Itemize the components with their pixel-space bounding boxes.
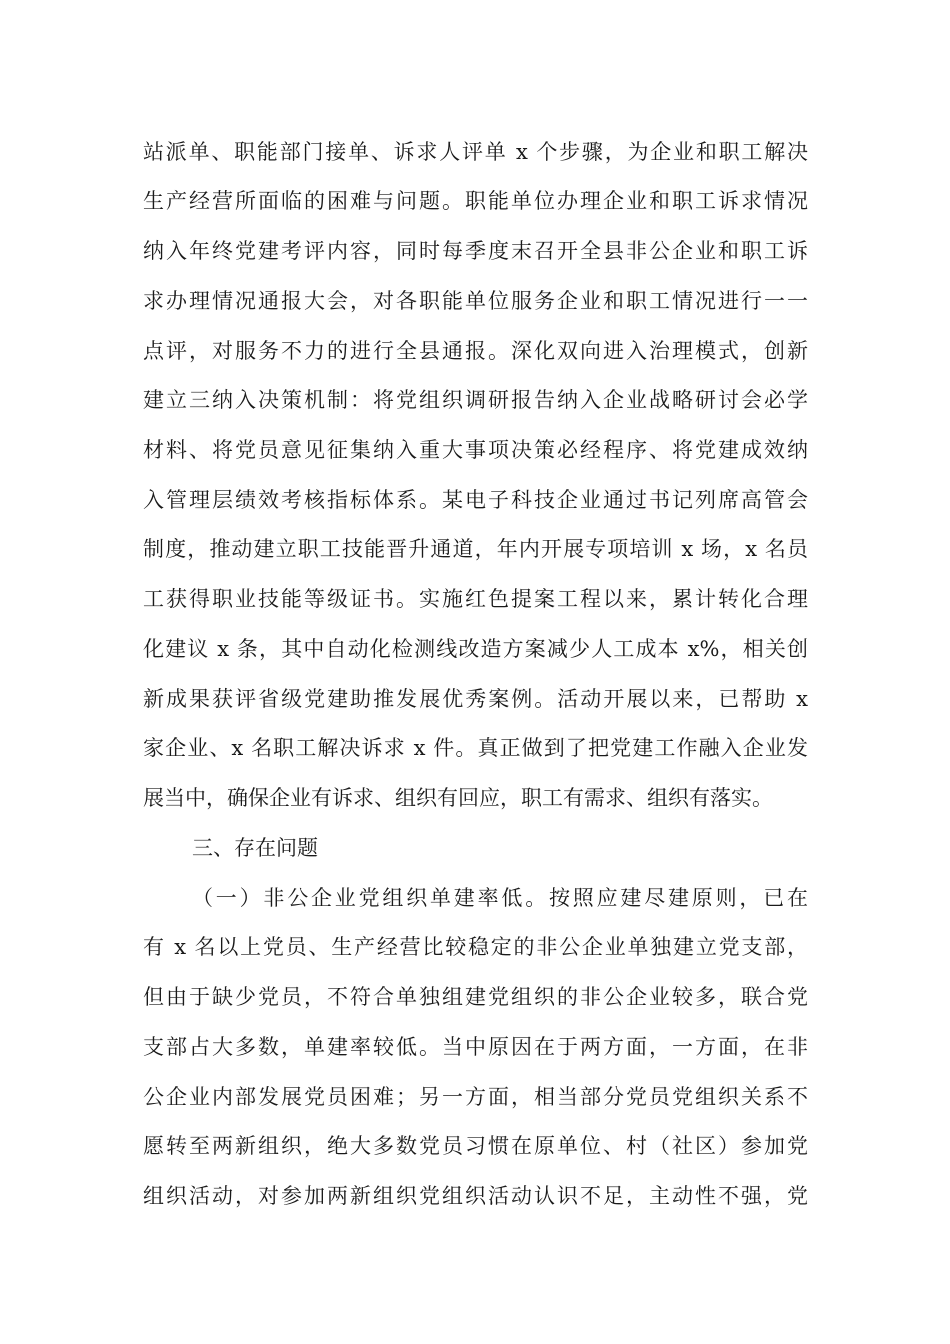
text-line: （一）非公企业党组织单建率低。按照应建尽建原则，已在 (192, 886, 808, 910)
text-line: 材料、将党员意见征集纳入重大事项决策必经程序、将党建成效纳 (143, 438, 808, 462)
text-line: 建立三纳入决策机制：将党组织调研报告纳入企业战略研讨会必学 (143, 388, 808, 412)
text-line: 但由于缺少党员，不符合单独组建党组织的非公企业较多，联合党 (143, 985, 808, 1009)
text-line: 纳入年终党建考评内容，同时每季度末召开全县非公企业和职工诉 (143, 239, 808, 263)
text-line: 制度，推动建立职工技能晋升通道，年内开展专项培训 x 场，x 名员 (143, 537, 808, 561)
text-line: 展当中，确保企业有诉求、组织有回应，职工有需求、组织有落实。 (143, 786, 773, 810)
text-line: 化建议 x 条，其中自动化检测线改造方案减少人工成本 x%，相关创 (143, 637, 808, 661)
text-line: 愿转至两新组织，绝大多数党员习惯在原单位、村（社区）参加党 (143, 1134, 808, 1158)
text-line: 求办理情况通报大会，对各职能单位服务企业和职工情况进行一一 (143, 289, 808, 313)
text-line: 工获得职业技能等级证书。实施红色提案工程以来，累计转化合理 (143, 587, 808, 611)
text-line: 点评，对服务不力的进行全县通报。深化双向进入治理模式，创新 (143, 339, 808, 363)
text-line: 有 x 名以上党员、生产经营比较稳定的非公企业单独建立党支部， (143, 935, 808, 959)
text-line: 公企业内部发展党员困难；另一方面，相当部分党员党组织关系不 (143, 1085, 808, 1109)
section-heading: 三、存在问题 (192, 836, 318, 860)
text-line: 家企业、x 名职工解决诉求 x 件。真正做到了把党建工作融入企业发 (143, 736, 808, 760)
text-line: 新成果获评省级党建助推发展优秀案例。活动开展以来，已帮助 x (143, 687, 808, 711)
text-line: 生产经营所面临的困难与问题。职能单位办理企业和职工诉求情况 (143, 189, 808, 213)
text-line: 支部占大多数，单建率较低。当中原因在于两方面，一方面，在非 (143, 1035, 808, 1059)
text-line: 站派单、职能部门接单、诉求人评单 x 个步骤，为企业和职工解决 (143, 140, 808, 164)
text-line: 入管理层绩效考核指标体系。某电子科技企业通过书记列席高管会 (143, 488, 808, 512)
text-line: 组织活动，对参加两新组织党组织活动认识不足，主动性不强，党 (143, 1184, 808, 1208)
